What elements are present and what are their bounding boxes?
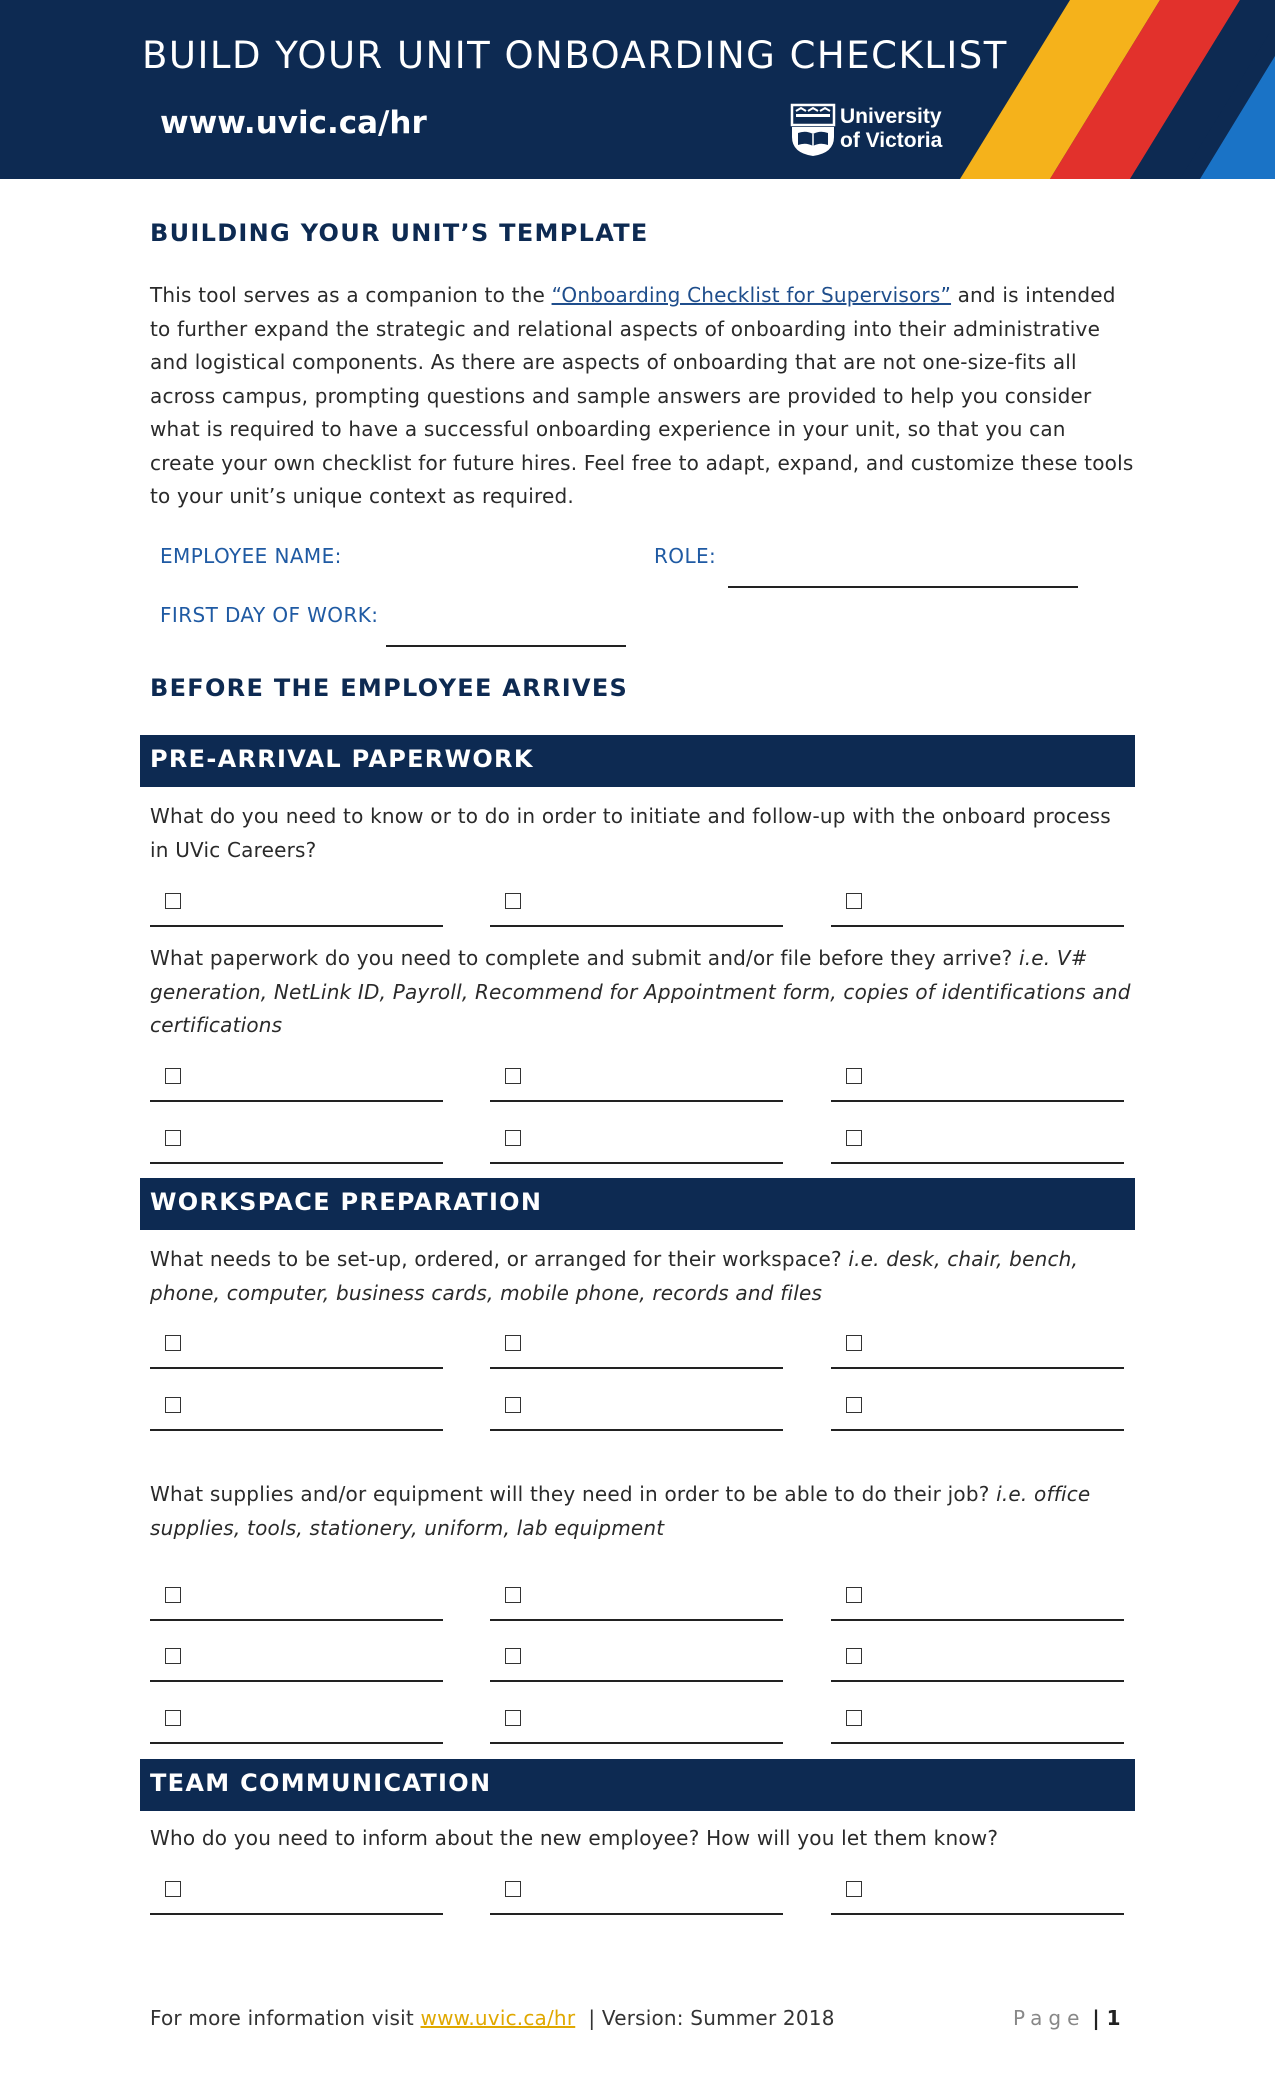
page-separator: | xyxy=(1085,2006,1107,2030)
answer-line[interactable] xyxy=(490,1742,783,1744)
answer-line[interactable] xyxy=(490,1367,783,1369)
checklist-item xyxy=(831,1118,1124,1168)
answer-line[interactable] xyxy=(150,1680,443,1682)
question-text: What paperwork do you need to complete and submit and/or file before they arrive? xyxy=(150,946,1019,970)
checklist-row xyxy=(0,1323,1275,1373)
logo-line-2: of Victoria xyxy=(840,129,943,152)
answer-line[interactable] xyxy=(490,925,783,927)
checklist-item xyxy=(490,1118,783,1168)
checklist-row xyxy=(0,1056,1275,1106)
logo-line-1: University xyxy=(840,105,942,128)
question-uvic-careers: What do you need to know or to do in order to initiate and follow-up with the onboard process in UVic Careers? xyxy=(150,804,1111,862)
answer-line[interactable] xyxy=(831,1429,1124,1431)
question-example: i.e. V# generation, NetLink ID, Payroll, Recommend for Appointment form, copies of identifications and certifications xyxy=(150,946,1131,1037)
checklist-item xyxy=(831,1869,1124,1919)
checkbox[interactable] xyxy=(165,1710,181,1726)
checkbox[interactable] xyxy=(505,1397,521,1413)
question-supplies xyxy=(150,1478,1135,1545)
header-url: www.uvic.ca/hr xyxy=(160,105,427,141)
checkbox[interactable] xyxy=(165,1881,181,1897)
checkbox[interactable] xyxy=(165,1648,181,1664)
checkbox[interactable] xyxy=(846,1068,862,1084)
before-arrival-heading: BEFORE THE EMPLOYEE ARRIVES xyxy=(150,674,629,702)
answer-line[interactable] xyxy=(150,1619,443,1621)
question-text: What needs to be set-up, ordered, or arranged for their workspace? xyxy=(150,1247,849,1271)
answer-line[interactable] xyxy=(831,1742,1124,1744)
checklist-row xyxy=(0,1869,1275,1919)
checkbox[interactable] xyxy=(505,1648,521,1664)
intro-text-rest: and is intended to further expand the strategic and relational aspects of onboarding into their administrative and logistical components. As there are aspects of onboarding that are not one-size-fits all across campus, prompting questions and sample answers are provided to help you consider what is required to have a successful onboarding experience in your unit, so that you can create your own checklist for future hires. Feel free to adapt, expand, and customize these tools to your unit’s unique context as required. xyxy=(150,283,1134,508)
checklist-row xyxy=(0,1575,1275,1625)
header-banner xyxy=(0,0,1275,179)
section-title-paperwork: PRE-ARRIVAL PAPERWORK xyxy=(150,745,534,773)
logo-wordmark xyxy=(840,105,942,153)
question-team-communication: Who do you need to inform about the new employee? How will you let them know? xyxy=(150,1826,999,1850)
checklist-item xyxy=(150,1698,443,1748)
question-example: i.e. office supplies, tools, stationery, uniform, lab equipment xyxy=(150,1482,1091,1540)
checkbox[interactable] xyxy=(846,1881,862,1897)
checklist-item xyxy=(490,1385,783,1435)
checklist-item xyxy=(831,1323,1124,1373)
answer-line[interactable] xyxy=(831,1619,1124,1621)
answer-line[interactable] xyxy=(831,1913,1124,1915)
checkbox[interactable] xyxy=(505,1710,521,1726)
answer-line[interactable] xyxy=(490,1429,783,1431)
checklist-item xyxy=(150,1385,443,1435)
question-example: i.e. desk, chair, bench, phone, computer, business cards, mobile phone, records and files xyxy=(150,1247,1079,1305)
checklist-item xyxy=(831,1056,1124,1106)
checklist-item xyxy=(150,1636,443,1686)
footer-text: For more information visit xyxy=(150,2006,421,2030)
page-label: Page xyxy=(1013,2006,1086,2030)
checklist-item xyxy=(490,1575,783,1625)
first-day-field[interactable] xyxy=(386,645,626,647)
checklist-item xyxy=(831,1698,1124,1748)
answer-line[interactable] xyxy=(831,1100,1124,1102)
checklist-item xyxy=(831,1575,1124,1625)
checklist-row xyxy=(0,881,1275,931)
uvic-crest-icon xyxy=(790,103,836,157)
checkbox[interactable] xyxy=(505,1130,521,1146)
checklist-row xyxy=(0,1636,1275,1686)
answer-line[interactable] xyxy=(831,1680,1124,1682)
section-bar-team xyxy=(140,1759,1135,1811)
answer-line[interactable] xyxy=(150,1429,443,1431)
section-bar-paperwork xyxy=(140,735,1135,787)
checkbox[interactable] xyxy=(846,1397,862,1413)
question-workspace xyxy=(150,1243,1135,1310)
checklist-item xyxy=(150,1118,443,1168)
checklist-row xyxy=(0,1698,1275,1748)
checklist-row xyxy=(0,1118,1275,1168)
question-text: What supplies and/or equipment will they need in order to be able to do their job? xyxy=(150,1482,997,1506)
checklist-item xyxy=(490,1636,783,1686)
answer-line[interactable] xyxy=(831,925,1124,927)
question-paperwork xyxy=(150,942,1135,1043)
answer-line[interactable] xyxy=(490,1913,783,1915)
uvic-logo xyxy=(790,103,950,159)
answer-line[interactable] xyxy=(490,1680,783,1682)
answer-line[interactable] xyxy=(150,1100,443,1102)
footer-version: | Version: Summer 2018 xyxy=(575,2006,835,2030)
role-label: ROLE: xyxy=(654,544,717,568)
onboarding-checklist-link[interactable]: “Onboarding Checklist for Supervisors” xyxy=(551,283,952,307)
checklist-item xyxy=(150,1323,443,1373)
answer-line[interactable] xyxy=(150,925,443,927)
checkbox[interactable] xyxy=(165,1068,181,1084)
answer-line[interactable] xyxy=(490,1162,783,1164)
answer-line[interactable] xyxy=(490,1100,783,1102)
checklist-item xyxy=(490,1869,783,1919)
checkbox[interactable] xyxy=(165,1397,181,1413)
checkbox[interactable] xyxy=(846,1335,862,1351)
checkbox[interactable] xyxy=(165,893,181,909)
checklist-item xyxy=(150,1056,443,1106)
template-heading: BUILDING YOUR UNIT’S TEMPLATE xyxy=(150,219,649,247)
checklist-item xyxy=(831,1385,1124,1435)
checkbox[interactable] xyxy=(165,1587,181,1603)
page-number-value: 1 xyxy=(1106,2006,1121,2030)
answer-line[interactable] xyxy=(150,1367,443,1369)
checklist-item xyxy=(150,881,443,931)
document-title: BUILD YOUR UNIT ONBOARDING CHECKLIST xyxy=(142,34,1008,77)
employee-name-label: EMPLOYEE NAME: xyxy=(160,544,342,568)
answer-line[interactable] xyxy=(831,1162,1124,1164)
section-title-team: TEAM COMMUNICATION xyxy=(150,1769,492,1797)
checkbox[interactable] xyxy=(165,1130,181,1146)
answer-line[interactable] xyxy=(150,1913,443,1915)
answer-line[interactable] xyxy=(490,1619,783,1621)
footer-hr-link[interactable]: www.uvic.ca/hr xyxy=(420,2006,576,2030)
checklist-item xyxy=(831,881,1124,931)
checklist-item xyxy=(150,1869,443,1919)
checklist-row xyxy=(0,1385,1275,1435)
checklist-item xyxy=(490,1056,783,1106)
checkbox[interactable] xyxy=(846,1648,862,1664)
checkbox[interactable] xyxy=(505,1068,521,1084)
answer-line[interactable] xyxy=(831,1367,1124,1369)
checkbox[interactable] xyxy=(846,1130,862,1146)
intro-text-start: This tool serves as a companion to the xyxy=(150,283,552,307)
section-title-workspace: WORKSPACE PREPARATION xyxy=(150,1188,543,1216)
decorative-stripes xyxy=(960,0,1275,179)
checkbox[interactable] xyxy=(505,1881,521,1897)
checkbox[interactable] xyxy=(505,893,521,909)
section-bar-workspace xyxy=(140,1178,1135,1230)
checklist-item xyxy=(831,1636,1124,1686)
checklist-item xyxy=(150,1575,443,1625)
page-number xyxy=(1013,2006,1121,2030)
checkbox[interactable] xyxy=(165,1335,181,1351)
checkbox[interactable] xyxy=(846,1710,862,1726)
checklist-item xyxy=(490,881,783,931)
checkbox[interactable] xyxy=(846,893,862,909)
checkbox[interactable] xyxy=(505,1587,521,1603)
checklist-item xyxy=(490,1323,783,1373)
checklist-item xyxy=(490,1698,783,1748)
answer-line[interactable] xyxy=(150,1162,443,1164)
checkbox[interactable] xyxy=(846,1587,862,1603)
first-day-label: FIRST DAY OF WORK: xyxy=(160,603,379,627)
answer-line[interactable] xyxy=(150,1742,443,1744)
checkbox[interactable] xyxy=(505,1335,521,1351)
intro-paragraph xyxy=(150,279,1135,514)
footer-info xyxy=(150,2006,835,2030)
role-field[interactable] xyxy=(728,586,1078,588)
